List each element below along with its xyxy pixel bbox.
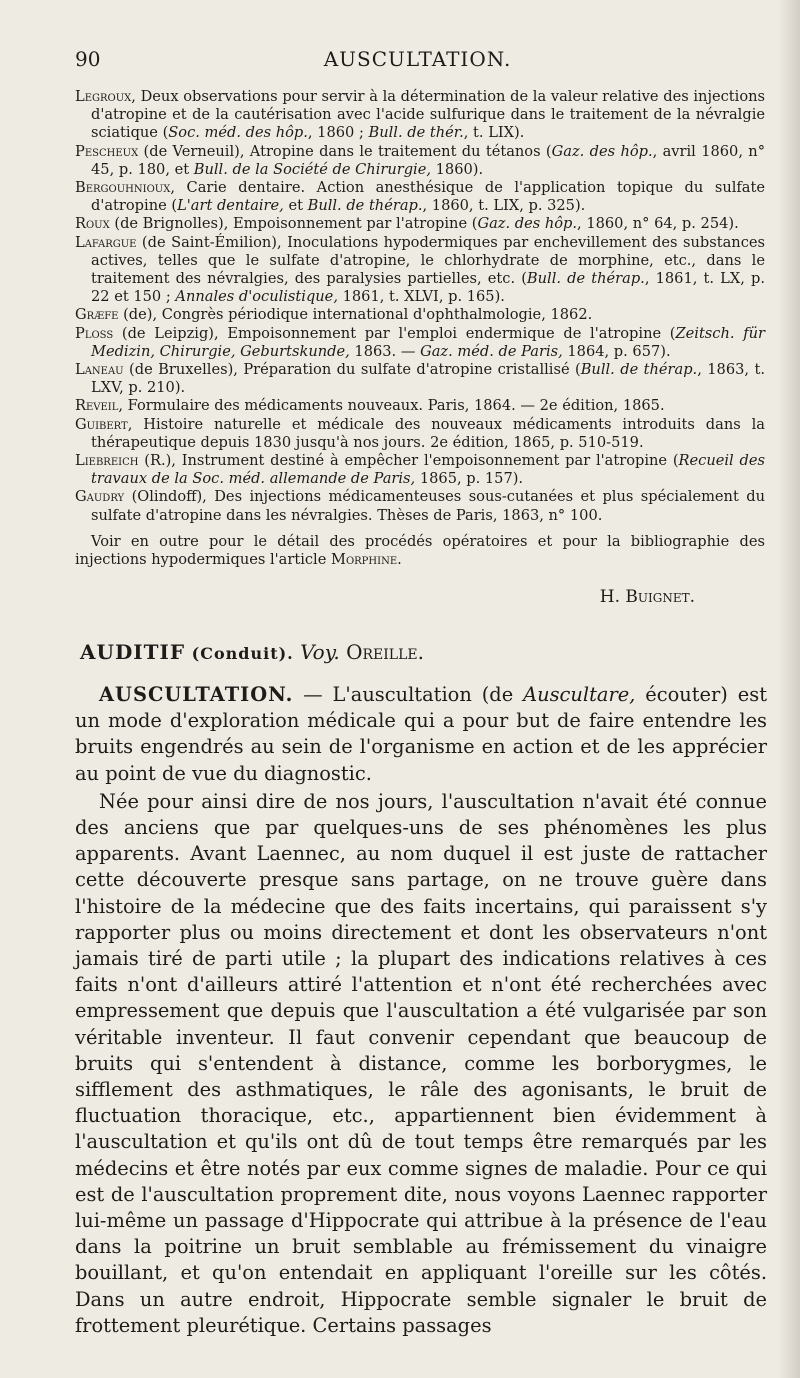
entry-tail2: 1860). [431,160,484,178]
entry-tail: , 1861, t. LX, p. 22 et 150 ; [91,270,765,306]
entry-tail: , 1863, t. LXV, p. 210). [91,361,765,397]
entry-author: Guibert [75,415,128,433]
entry-text: , Deux observations pour servir à la détermination de la valeur relative des injections d'atropine et de la cautérisation avec l'acide sulfurique dans le traitement de la névralgie sciatique ( [91,88,765,142]
entry-source2: Gaz. méd. de Paris, [420,342,563,360]
bibliography-note [75,533,765,569]
entry-author: Roux [75,215,110,233]
entry-text: (de Leipzig), Empoisonnement par l'emploi endermique de l'atropine ( [113,324,676,342]
entry-text: , Histoire naturelle et médicale des nouveaux médicaments introduits dans la thérapeutique depuis 1830 jusqu'à nos jours. 2e édition, 1865, p. 510-519. [91,415,765,451]
bibliography-entry [75,397,765,415]
entry-author: Græfe [75,306,119,324]
bibliography-entry [75,306,765,324]
entry-source2: Annales d'oculistique, [175,288,338,306]
auditif-head: AUDITIF [80,640,186,664]
entry-text: (de Verneuil), Atropine dans le traitement du tétanos ( [138,142,552,160]
entry-text: (de Brignolles), Empoisonnement par l'atropine ( [109,215,478,233]
entry-author: Reveil [75,397,119,415]
auditif-paren: (Conduit). [185,644,294,663]
entry-text: (R.), Instrument destiné à empêcher l'empoisonnement par l'atropine ( [138,452,679,470]
page-edge-shadow [778,0,800,1378]
entry-author: Lafargue [75,233,137,251]
entry-tail: et [283,197,308,215]
note-ref: Morphine [331,551,398,569]
author-signature [75,587,695,607]
bibliography-entry [75,179,765,215]
running-title: AUSCULTATION. [323,47,512,71]
entry-tail: 1863. — [349,342,421,360]
p1-rest: — L'auscultation (de [293,683,524,706]
entry-text: (de Saint-Émilion), Inoculations hypodermiques par enchevillement des substances actives, telles que le sulfate d'atropine, le chlorhydrate de morphine, etc., dans le traitement des névralgies, des paralysies partielles, etc. ( [91,233,765,288]
auscultation-article [75,682,767,1339]
entry-tail2: , t. LIX). [463,124,525,142]
bibliography-entry [75,416,765,452]
bibliography-entry [75,88,765,143]
auscultation-head: AUSCULTATION. [99,683,294,706]
bibliography [75,88,765,569]
entry-tail: , avril 1860, n° 45, p. 180, et [91,142,765,178]
entry-author: Ploss [75,324,114,342]
bibliography-entry [75,143,765,179]
entry-tail: 1865, p. 157). [415,470,524,488]
entry-author: Laneau [75,361,124,379]
entry-author: Legroux [75,88,132,105]
entry-text: , Carie dentaire. Action anesthésique de l'application topique du sulfate d'atropine ( [91,179,765,215]
bibliography-entry [75,215,765,233]
auscultation-paragraph-2: Née pour ainsi dire de nos jours, l'auscultation n'avait été connue des anciens que par quelques-uns de ses phénomènes les plus apparents. Avant Laennec, au nom duquel il est juste de rattacher cette découverte presque sans partage, on ne trouve guère dans l'histoire de la médecine que des faits incertains, qui paraissent s'y rapporter plus ou moins directement et dont les observateurs n'ont jamais tiré de parti utile ; la plupart des indications relatives à ces faits n'ont d'ailleurs attiré l'attention et n'ont été recherchées avec empressement que depuis que l'auscultation a été vulgarisée par son véritable inventeur. Il faut convenir cependant que beaucoup de bruits qui s'entendent à distance, comme les borborygmes, le sifflement des asthmatiques, le râle des agonisants, le bruit de fluctuation thoracique, etc., appartiennent bien évidemment à l'auscultation et qu'ils ont dû de tout temps être remarqués par les médecins et être notés par eux comme signes de maladie. Pour ce qui est de l'auscultation proprement dite, nous voyons Laennec rapporter lui-même un passage d'Hippocrate qui attribue à la présence de l'eau dans la poitrine un bruit semblable au frémissement du vinaigre bouillant, et qu'on entendait en appliquant l'oreille sur les côtés. Dans un autre endroit, Hippocrate semble signaler le bruit de frottement pleurétique. Certains passages [75,789,767,1337]
entry-author: Pescheux [75,142,139,160]
bibliography-entry [75,234,765,307]
page-number: 90 [75,47,101,71]
entry-source2: Bull. de thérap. [307,197,423,215]
entry-author: Gaudry [75,488,125,506]
entry-tail2: 1861, t. XLVI, p. 165). [337,288,505,306]
entry-text: , Formulaire des médicaments nouveaux. Paris, 1864. — 2e édition, 1865. [118,397,665,415]
entry-tail2: , 1860, t. LIX, p. 325). [422,197,586,215]
entry-text: (de Bruxelles), Préparation du sulfate d'atropine cristallisé ( [123,361,581,379]
entry-source: L'art dentaire, [177,197,284,215]
note-end: . [397,551,402,569]
p1-latin: Auscultare, [523,683,636,706]
entry-source: Soc. méd. des hôp. [168,124,308,142]
entry-source2: Bull. de thér. [368,124,464,142]
entry-tail: , 1860 ; [307,124,369,142]
bibliography-entry [75,488,765,524]
bibliography-entry [75,325,765,361]
bibliography-entry [75,452,765,488]
entry-source: Gaz. des hôp. [551,142,653,160]
entry-source: Zeitsch. für Medizin, Chirurgie, Geburtskunde, [91,324,765,360]
entry-source2: Bull. de la Société de Chirurgie, [193,160,431,178]
bibliography-entry [75,361,765,397]
signature-text: H. Buignet. [599,587,695,607]
auditif-ref: Oreille. [339,640,424,664]
entry-source: Recueil des travaux de la Soc. méd. allemande de Paris, [91,452,765,488]
entry-source: Bull. de thérap. [580,361,698,379]
entry-source: Bull. de thérap. [526,270,645,288]
entry-author: Liebreich [75,452,139,470]
entry-text: (Olindoff), Des injections médicamenteuses sous-cutanées et plus spécialement du sulfate d'atropine dans les névralgies. Thèses de Paris, 1863, n° 100. [91,488,765,524]
auscultation-paragraph-1 [75,682,767,787]
entry-tail2: 1864, p. 657). [562,342,671,360]
entry-text: (de), Congrès périodique international d'ophthalmologie, 1862. [118,306,593,324]
p1-end: écouter) est un mode d'exploration médicale qui a pour but de faire entendre les bruits engendrés au sein de l'organisme en action et de les apprécier au point de vue du diagnostic. [75,683,767,785]
entry-author: Bergouhnioux [75,179,171,197]
page-header [75,47,760,77]
entry-tail: , 1860, n° 64, p. 254). [577,215,739,233]
entry-source: Gaz. des hôp. [477,215,578,233]
auditif-voy: Voy. [293,640,340,664]
auditif-entry [80,640,424,664]
note-text: Voir en outre pour le détail des procédés opératoires et pour la bibliographie des injections hypodermiques l'article [75,532,765,569]
